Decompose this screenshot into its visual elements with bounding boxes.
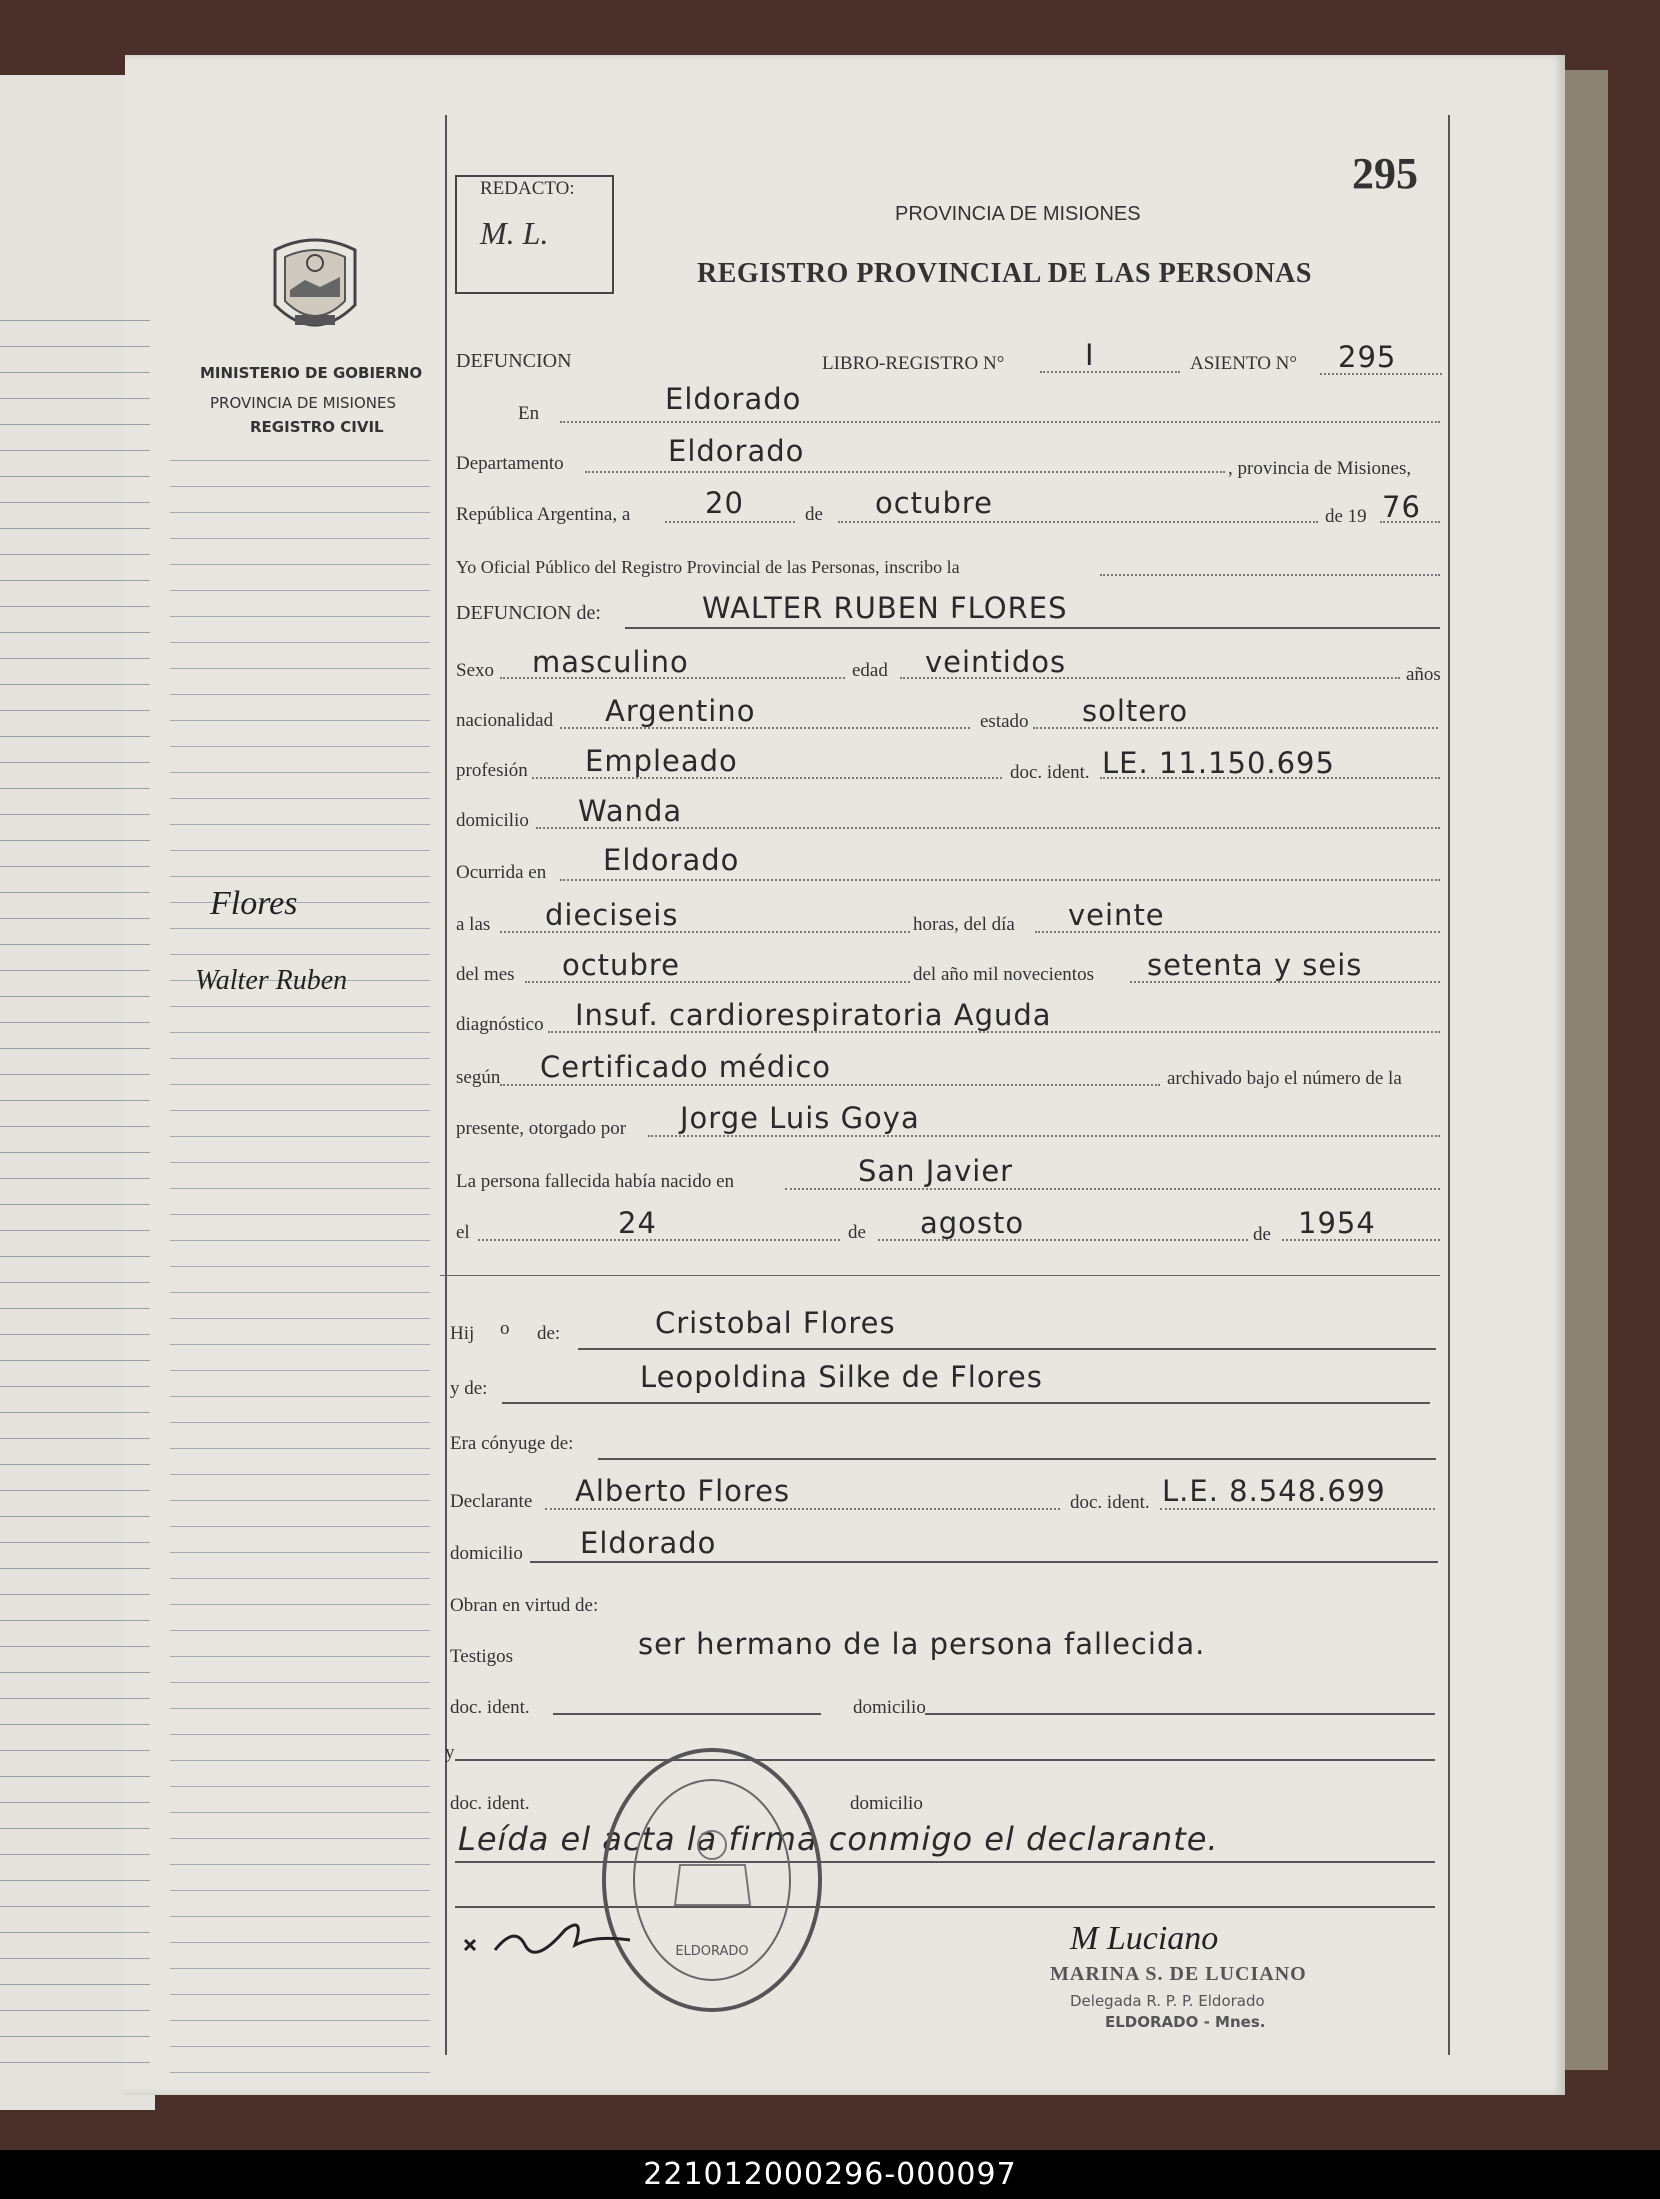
sexo-label: Sexo: [456, 660, 494, 681]
hour-value: dieciseis: [545, 898, 679, 932]
margin-rule: [170, 1110, 430, 1111]
left-page-rule: [0, 1646, 150, 1647]
declarant-signature-icon: [455, 1905, 655, 1965]
left-page-rule: [0, 554, 150, 555]
officer-signature: M Luciano: [1070, 1920, 1219, 1957]
left-page-rule: [0, 970, 150, 971]
diagnostico-label: diagnóstico: [456, 1014, 544, 1035]
margin-rule: [170, 1968, 430, 1969]
decl-domicilio-label: domicilio: [450, 1543, 523, 1564]
doc-ident-label: doc. ident.: [1010, 762, 1090, 783]
margin-rule: [170, 902, 430, 903]
left-page-rule: [0, 1854, 150, 1855]
left-page-rule: [0, 1958, 150, 1959]
closing-statement: Leída el acta la firma conmigo el declarante.: [458, 1820, 1219, 1858]
left-page-rule: [0, 1126, 150, 1127]
left-page-rule: [0, 398, 150, 399]
left-page-rule: [0, 1360, 150, 1361]
margin-rule: [170, 1344, 430, 1345]
margin-rule: [170, 798, 430, 799]
left-page-rule: [0, 1542, 150, 1543]
left-page-rule: [0, 2010, 150, 2011]
left-page-rule: [0, 528, 150, 529]
departamento-label: Departamento: [456, 453, 564, 474]
record-type-label: DEFUNCION: [456, 350, 572, 372]
y-de-label: y de:: [450, 1378, 488, 1399]
ministry-province: PROVINCIA DE MISIONES: [210, 394, 396, 412]
left-page-rule: [0, 580, 150, 581]
left-page-rule: [0, 632, 150, 633]
left-page-rule: [0, 996, 150, 997]
left-page-rule: [0, 1672, 150, 1673]
decl-doc-value: L.E. 8.548.699: [1162, 1474, 1386, 1508]
margin-rule: [170, 1396, 430, 1397]
ocurrida-value: Eldorado: [603, 843, 740, 877]
officer-role: Delegada R. P. P. Eldorado: [1070, 1992, 1265, 2010]
defuncion-de-label: DEFUNCION de:: [456, 602, 601, 624]
officer-place: ELDORADO - Mnes.: [1105, 2013, 1266, 2031]
declarante-name: Alberto Flores: [575, 1474, 791, 1508]
stamp-center-text: ELDORADO: [675, 1944, 749, 1959]
birth-month: agosto: [920, 1206, 1025, 1240]
left-page-rule: [0, 1386, 150, 1387]
left-page-rule: [0, 2036, 150, 2037]
left-page-rule: [0, 1620, 150, 1621]
left-page-rule: [0, 606, 150, 607]
estado-value: soltero: [1082, 694, 1189, 728]
diagnostico-value: Insuf. cardiorespiratoria Aguda: [575, 998, 1052, 1032]
left-page-rule: [0, 1282, 150, 1283]
form-right-border: [1448, 115, 1450, 2055]
decl-doc-label: doc. ident.: [1070, 1492, 1150, 1513]
margin-rule: [170, 2072, 430, 2073]
el-label: el: [456, 1222, 470, 1243]
left-page-rule: [0, 788, 150, 789]
del-mes-label: del mes: [456, 964, 515, 985]
redacto-initials: M. L.: [480, 215, 549, 251]
margin-rule: [170, 1318, 430, 1319]
margin-given-names: Walter Ruben: [195, 965, 348, 996]
t1-domicilio-label: domicilio: [853, 1697, 926, 1718]
libro-value: I: [1085, 338, 1095, 372]
left-page-rule: [0, 1412, 150, 1413]
margin-rule: [170, 1370, 430, 1371]
margin-rule: [170, 668, 430, 669]
archivado-label: archivado bajo el número de la: [1167, 1068, 1402, 1089]
margin-rule: [170, 1136, 430, 1137]
sexo-value: masculino: [532, 645, 689, 679]
republica-label: República Argentina, a: [456, 504, 631, 525]
page-number: 295: [1352, 149, 1418, 198]
nacionalidad-value: Argentino: [605, 694, 756, 728]
margin-rule: [170, 1578, 430, 1579]
margin-rule: [170, 824, 430, 825]
edad-value: veintidos: [925, 645, 1067, 679]
margin-rule: [170, 1032, 430, 1033]
province-seal-icon: [265, 235, 365, 345]
left-page-rule: [0, 1308, 150, 1309]
margin-rule: [170, 564, 430, 565]
left-page-rule: [0, 1490, 150, 1491]
margin-rule: [170, 746, 430, 747]
left-page-rule: [0, 450, 150, 451]
testigos-value: ser hermano de la persona fallecida.: [638, 1627, 1206, 1661]
profesion-label: profesión: [456, 760, 528, 781]
decl-domicilio-value: Eldorado: [580, 1526, 717, 1560]
a-las-label: a las: [456, 914, 491, 935]
left-page-rule: [0, 1256, 150, 1257]
margin-rule: [170, 1162, 430, 1163]
left-page-rule: [0, 892, 150, 893]
margin-rule: [170, 850, 430, 851]
declarante-label: Declarante: [450, 1491, 533, 1512]
birth-year: 1954: [1298, 1206, 1376, 1240]
margin-rule: [170, 460, 430, 461]
margin-rule: [170, 1292, 430, 1293]
image-caption: 221012000296-000097: [0, 2150, 1660, 2199]
domicilio-value: Wanda: [578, 794, 683, 828]
segun-value: Certificado médico: [540, 1050, 832, 1084]
domicilio-label: domicilio: [456, 810, 529, 831]
margin-rule: [170, 1708, 430, 1709]
departamento-value: Eldorado: [668, 434, 805, 468]
left-page-rule: [0, 1516, 150, 1517]
officer-name: MARINA S. DE LUCIANO: [1050, 1963, 1307, 1985]
nacido-label: La persona fallecida había nacido en: [456, 1171, 734, 1192]
presente-value: Jorge Luis Goya: [680, 1101, 920, 1135]
margin-rule: [170, 1890, 430, 1891]
birth-de2-label: de: [1253, 1224, 1271, 1245]
left-page-rule: [0, 1464, 150, 1465]
month-value: octubre: [875, 486, 993, 520]
ano-label: del año mil novecientos: [913, 964, 1094, 985]
margin-rule: [170, 1734, 430, 1735]
margin-rule: [170, 512, 430, 513]
left-page-rule: [0, 1932, 150, 1933]
t1-doc-label: doc. ident.: [450, 1697, 530, 1718]
hij-label: Hij: [450, 1323, 475, 1344]
left-page-rule: [0, 710, 150, 711]
birth-de-label: de: [848, 1222, 866, 1243]
margin-rule: [170, 1604, 430, 1605]
margin-rule: [170, 1916, 430, 1917]
margin-surname: Flores: [210, 885, 298, 922]
margin-rule: [170, 1682, 430, 1683]
asiento-value: 295: [1338, 340, 1397, 374]
left-page-rule: [0, 346, 150, 347]
province-title: PROVINCIA DE MISIONES: [895, 203, 1141, 225]
left-page-rule: [0, 2062, 150, 2063]
hij-de-label: de:: [537, 1323, 561, 1344]
left-page-rule: [0, 1802, 150, 1803]
margin-rule: [170, 1812, 430, 1813]
redacto-label: REDACTO:: [480, 178, 575, 199]
testigos-label: Testigos: [450, 1646, 514, 1667]
horas-label: horas, del día: [913, 914, 1015, 935]
margin-rule: [170, 590, 430, 591]
ano-value: setenta y seis: [1147, 948, 1363, 982]
left-page-rule: [0, 1334, 150, 1335]
left-page-rule: [0, 1178, 150, 1179]
provincia-label: , provincia de Misiones,: [1228, 458, 1412, 479]
margin-rule: [170, 1656, 430, 1657]
anos-label: años: [1406, 664, 1441, 685]
margin-rule: [170, 1552, 430, 1553]
left-page-rule: [0, 1048, 150, 1049]
margin-rule: [170, 954, 430, 955]
margin-rule: [170, 2020, 430, 2021]
margin-rule: [170, 876, 430, 877]
left-page-rule: [0, 1828, 150, 1829]
margin-rule: [170, 772, 430, 773]
margin-rule: [170, 720, 430, 721]
margin-rule: [170, 694, 430, 695]
margin-rule: [170, 1786, 430, 1787]
margin-rule: [170, 1006, 430, 1007]
registry-title: REGISTRO PROVINCIAL DE LAS PERSONAS: [697, 258, 1312, 289]
margin-rule: [170, 1474, 430, 1475]
obran-label: Obran en virtud de:: [450, 1595, 599, 1616]
t2-doc-label: doc. ident.: [450, 1793, 530, 1814]
margin-rule: [170, 642, 430, 643]
mother-name: Leopoldina Silke de Flores: [640, 1360, 1043, 1394]
left-page-rule: [0, 1100, 150, 1101]
margin-rule: [170, 1448, 430, 1449]
left-page-rule: [0, 1152, 150, 1153]
ministry-name: MINISTERIO DE GOBIERNO: [200, 364, 423, 382]
left-page-rule: [0, 1594, 150, 1595]
left-page-rule: [0, 372, 150, 373]
margin-rule: [170, 1630, 430, 1631]
doc-ident-value: LE. 11.150.695: [1102, 746, 1335, 780]
left-page-rule: [0, 502, 150, 503]
profesion-value: Empleado: [585, 744, 738, 778]
birth-day: 24: [618, 1206, 657, 1240]
margin-rule: [170, 1994, 430, 1995]
margin-rule: [170, 486, 430, 487]
margin-rule: [170, 1422, 430, 1423]
left-page-rule: [0, 1230, 150, 1231]
left-page-rule: [0, 1724, 150, 1725]
de-label: de: [805, 504, 823, 525]
left-page-rule: [0, 1880, 150, 1881]
margin-rule: [170, 1760, 430, 1761]
presente-label: presente, otorgado por: [456, 1118, 627, 1139]
margin-rule: [170, 1500, 430, 1501]
left-page-rule: [0, 476, 150, 477]
left-page-rule: [0, 918, 150, 919]
day-value: 20: [705, 486, 744, 520]
left-page-rule: [0, 1698, 150, 1699]
ocurrida-label: Ocurrida en: [456, 862, 547, 883]
oficial-text: Yo Oficial Público del Registro Provincial de las Personas, inscribo la: [456, 557, 960, 577]
margin-rule: [170, 1084, 430, 1085]
margin-rule: [170, 1240, 430, 1241]
deceased-name: WALTER RUBEN FLORES: [702, 591, 1068, 625]
left-page-rule: [0, 1568, 150, 1569]
left-page-rule: [0, 1204, 150, 1205]
form-left-border: [445, 115, 447, 2055]
y-label: y: [445, 1742, 455, 1763]
left-page-rule: [0, 1074, 150, 1075]
margin-rule: [170, 1526, 430, 1527]
margin-rule: [170, 1864, 430, 1865]
left-page-rule: [0, 1776, 150, 1777]
dia-value: veinte: [1068, 898, 1165, 932]
conyuge-label: Era cónyuge de:: [450, 1433, 574, 1454]
left-page-rule: [0, 866, 150, 867]
left-page-rule: [0, 1750, 150, 1751]
ministry-registry: REGISTRO CIVIL: [250, 418, 384, 436]
left-page-rule: [0, 840, 150, 841]
estado-label: estado: [980, 711, 1029, 732]
left-page-rule: [0, 684, 150, 685]
nacido-value: San Javier: [858, 1154, 1014, 1188]
margin-rule: [170, 616, 430, 617]
t2-domicilio-label: domicilio: [850, 1793, 923, 1814]
left-page-rule: [0, 944, 150, 945]
left-page-rule: [0, 1984, 150, 1985]
left-page-rule: [0, 736, 150, 737]
margin-rule: [170, 2046, 430, 2047]
libro-label: LIBRO-REGISTRO N°: [822, 353, 1005, 374]
margin-rule: [170, 1214, 430, 1215]
margin-rule: [170, 1188, 430, 1189]
left-page-rule: [0, 1438, 150, 1439]
left-page-rule: [0, 814, 150, 815]
nacionalidad-label: nacionalidad: [456, 710, 554, 731]
en-label: En: [518, 403, 540, 424]
margin-rule: [170, 1942, 430, 1943]
year-value: 76: [1382, 490, 1421, 524]
registry-stamp-icon: [600, 1745, 825, 2015]
segun-label: según: [456, 1067, 501, 1088]
left-page-rule: [0, 320, 150, 321]
left-page-rule: [0, 1022, 150, 1023]
left-page-rule: [0, 762, 150, 763]
de-19-label: de 19: [1325, 506, 1367, 527]
left-page-rule: [0, 658, 150, 659]
margin-rule: [170, 1266, 430, 1267]
edad-label: edad: [852, 660, 888, 681]
father-name: Cristobal Flores: [655, 1306, 896, 1340]
margin-rule: [170, 1058, 430, 1059]
mes-value: octubre: [562, 948, 680, 982]
asiento-label: ASIENTO N°: [1190, 353, 1297, 374]
left-page-rule: [0, 1906, 150, 1907]
margin-rule: [170, 1838, 430, 1839]
margin-rule: [170, 928, 430, 929]
margin-rule: [170, 538, 430, 539]
en-value: Eldorado: [665, 382, 802, 416]
left-page-rule: [0, 424, 150, 425]
hij-suffix: o: [500, 1318, 510, 1339]
